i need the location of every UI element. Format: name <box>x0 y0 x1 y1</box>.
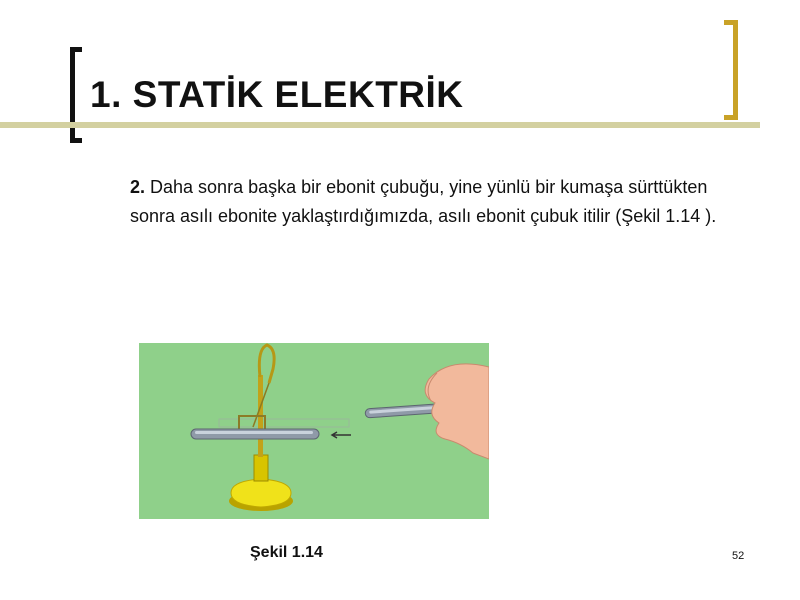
figure-caption: Şekil 1.14 <box>250 544 323 561</box>
page-number: 52 <box>732 550 745 562</box>
body-paragraph: Daha sonra başka bir ebonit çubuğu, yine yünlü bir kumaşa sürttükten sonra asılı ebonite yaklaştırdığımızda, asılı ebonit çubuk itilir (Şekil 1.14 ). <box>130 177 717 226</box>
title-underline-rule <box>0 122 760 128</box>
right-bracket-decoration <box>724 20 738 120</box>
stand-base <box>231 479 291 507</box>
stand-collar <box>254 455 268 481</box>
slide-body-text <box>130 173 730 231</box>
left-bracket-decoration <box>70 47 82 143</box>
item-number: 2. <box>130 177 146 197</box>
slide-title: 1. STATİK ELEKTRİK <box>90 74 464 115</box>
figure-electroscope-illustration <box>139 343 489 519</box>
hanging-rod-highlight <box>195 431 313 434</box>
